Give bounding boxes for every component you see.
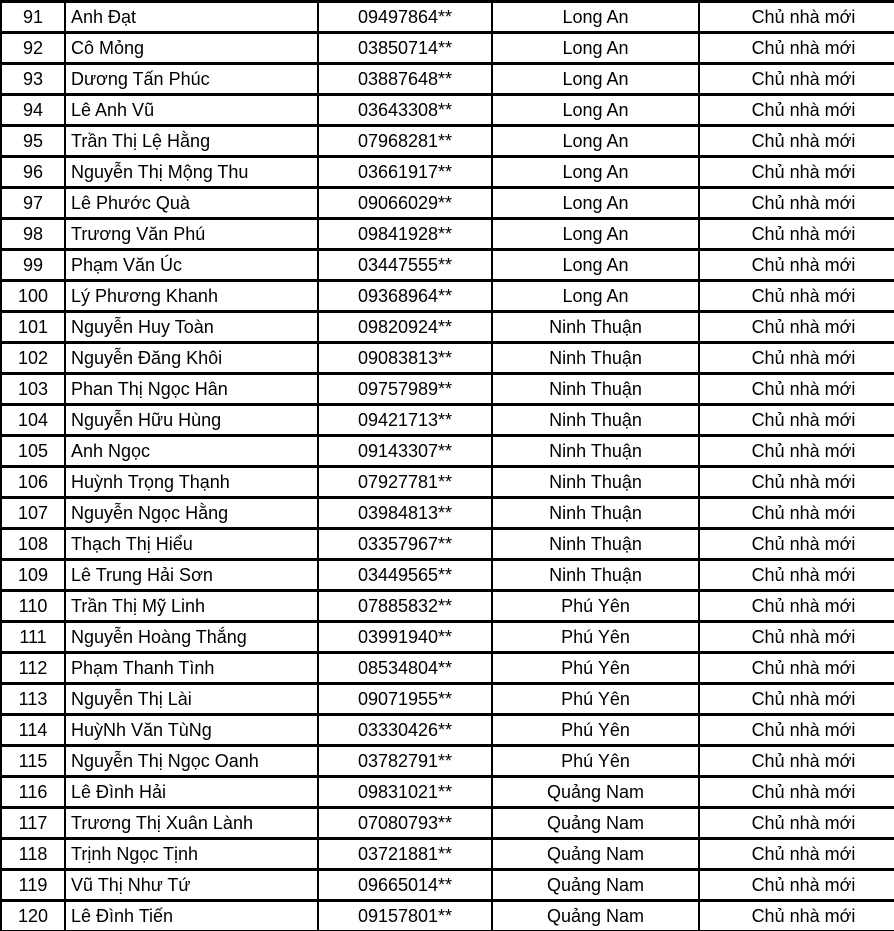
name-cell[interactable]: Anh Đạt (65, 2, 318, 33)
status-cell[interactable]: Chủ nhà mới (699, 777, 894, 808)
row-number-cell[interactable]: 97 (1, 188, 65, 219)
status-cell[interactable]: Chủ nhà mới (699, 95, 894, 126)
table-row (1, 219, 894, 250)
phone-cell[interactable]: 09368964** (318, 281, 492, 312)
name-cell[interactable]: Nguyễn Thị Mộng Thu (65, 157, 318, 188)
row-number-cell[interactable]: 101 (1, 312, 65, 343)
province-cell[interactable]: Phú Yên (492, 715, 699, 746)
phone-cell[interactable]: 03991940** (318, 622, 492, 653)
name-cell[interactable]: Trần Thị Mỹ Linh (65, 591, 318, 622)
table-row (1, 405, 894, 436)
table-row (1, 622, 894, 653)
table-row (1, 126, 894, 157)
row-number-cell[interactable]: 103 (1, 374, 65, 405)
phone-cell[interactable]: 07968281** (318, 126, 492, 157)
status-cell[interactable]: Chủ nhà mới (699, 312, 894, 343)
phone-cell[interactable]: 07080793** (318, 808, 492, 839)
status-cell[interactable]: Chủ nhà mới (699, 343, 894, 374)
province-cell[interactable]: Ninh Thuận (492, 405, 699, 436)
table-row (1, 2, 894, 33)
status-cell[interactable]: Chủ nhà mới (699, 684, 894, 715)
phone-cell[interactable]: 09157801** (318, 901, 492, 931)
table-row (1, 436, 894, 467)
row-number-cell[interactable]: 111 (1, 622, 65, 653)
status-cell[interactable]: Chủ nhà mới (699, 529, 894, 560)
phone-cell[interactable]: 03661917** (318, 157, 492, 188)
phone-cell[interactable]: 03330426** (318, 715, 492, 746)
status-cell[interactable]: Chủ nhà mới (699, 715, 894, 746)
table-row (1, 467, 894, 498)
name-cell[interactable]: HuỳNh Văn TùNg (65, 715, 318, 746)
name-cell[interactable]: Huỳnh Trọng Thạnh (65, 467, 318, 498)
status-cell[interactable]: Chủ nhà mới (699, 64, 894, 95)
row-number-cell[interactable]: 116 (1, 777, 65, 808)
name-cell[interactable]: Nguyễn Thị Lài (65, 684, 318, 715)
row-number-cell[interactable]: 114 (1, 715, 65, 746)
row-number-cell[interactable]: 110 (1, 591, 65, 622)
name-cell[interactable]: Trịnh Ngọc Tịnh (65, 839, 318, 870)
table-row (1, 157, 894, 188)
row-number-cell[interactable]: 99 (1, 250, 65, 281)
province-cell[interactable]: Long An (492, 64, 699, 95)
name-cell[interactable]: Lê Trung Hải Sơn (65, 560, 318, 591)
row-number-cell[interactable]: 107 (1, 498, 65, 529)
province-cell[interactable]: Phú Yên (492, 653, 699, 684)
status-cell[interactable]: Chủ nhà mới (699, 219, 894, 250)
status-cell[interactable]: Chủ nhà mới (699, 405, 894, 436)
phone-cell[interactable]: 09421713** (318, 405, 492, 436)
name-cell[interactable]: Vũ Thị Như Tứ (65, 870, 318, 901)
name-cell[interactable]: Phạm Thanh Tình (65, 653, 318, 684)
phone-cell[interactable]: 09066029** (318, 188, 492, 219)
phone-cell[interactable]: 03887648** (318, 64, 492, 95)
phone-cell[interactable]: 03984813** (318, 498, 492, 529)
province-cell[interactable]: Quảng Nam (492, 808, 699, 839)
phone-cell[interactable]: 09831021** (318, 777, 492, 808)
phone-cell[interactable]: 03850714** (318, 33, 492, 64)
phone-cell[interactable]: 03643308** (318, 95, 492, 126)
province-cell[interactable]: Ninh Thuận (492, 529, 699, 560)
phone-cell[interactable]: 07927781** (318, 467, 492, 498)
row-number-cell[interactable]: 105 (1, 436, 65, 467)
row-number-cell[interactable]: 113 (1, 684, 65, 715)
table-row (1, 374, 894, 405)
phone-cell[interactable]: 09071955** (318, 684, 492, 715)
status-cell[interactable]: Chủ nhà mới (699, 746, 894, 777)
table-row (1, 684, 894, 715)
row-number-cell[interactable]: 92 (1, 33, 65, 64)
contact-table-body (1, 2, 894, 931)
province-cell[interactable]: Phú Yên (492, 622, 699, 653)
name-cell[interactable]: Nguyễn Ngọc Hằng (65, 498, 318, 529)
status-cell[interactable]: Chủ nhà mới (699, 591, 894, 622)
status-cell[interactable]: Chủ nhà mới (699, 157, 894, 188)
status-cell[interactable]: Chủ nhà mới (699, 622, 894, 653)
phone-cell[interactable]: 09841928** (318, 219, 492, 250)
name-cell[interactable]: Anh Ngọc (65, 436, 318, 467)
status-cell[interactable]: Chủ nhà mới (699, 188, 894, 219)
status-cell[interactable]: Chủ nhà mới (699, 560, 894, 591)
status-cell[interactable]: Chủ nhà mới (699, 839, 894, 870)
phone-cell[interactable]: 03447555** (318, 250, 492, 281)
province-cell[interactable]: Quảng Nam (492, 870, 699, 901)
table-row (1, 808, 894, 839)
name-cell[interactable]: Trần Thị Lệ Hằng (65, 126, 318, 157)
province-cell[interactable]: Ninh Thuận (492, 374, 699, 405)
phone-cell[interactable]: 09143307** (318, 436, 492, 467)
phone-cell[interactable]: 09083813** (318, 343, 492, 374)
phone-cell[interactable]: 08534804** (318, 653, 492, 684)
province-cell[interactable]: Phú Yên (492, 684, 699, 715)
status-cell[interactable]: Chủ nhà mới (699, 870, 894, 901)
table-row (1, 281, 894, 312)
province-cell[interactable]: Long An (492, 281, 699, 312)
province-cell[interactable]: Long An (492, 33, 699, 64)
table-row (1, 250, 894, 281)
province-cell[interactable]: Ninh Thuận (492, 560, 699, 591)
name-cell[interactable]: Lý Phương Khanh (65, 281, 318, 312)
province-cell[interactable]: Ninh Thuận (492, 498, 699, 529)
table-row (1, 901, 894, 931)
table-row (1, 777, 894, 808)
row-number-cell[interactable]: 120 (1, 901, 65, 931)
status-cell[interactable]: Chủ nhà mới (699, 250, 894, 281)
status-cell[interactable]: Chủ nhà mới (699, 281, 894, 312)
row-number-cell[interactable]: 91 (1, 2, 65, 33)
row-number-cell[interactable]: 109 (1, 560, 65, 591)
table-row (1, 560, 894, 591)
row-number-cell[interactable]: 104 (1, 405, 65, 436)
phone-cell[interactable]: 09820924** (318, 312, 492, 343)
status-cell[interactable]: Chủ nhà mới (699, 653, 894, 684)
table-row (1, 312, 894, 343)
province-cell[interactable]: Phú Yên (492, 591, 699, 622)
province-cell[interactable]: Quảng Nam (492, 777, 699, 808)
phone-cell[interactable]: 03357967** (318, 529, 492, 560)
table-row (1, 64, 894, 95)
row-number-cell[interactable]: 119 (1, 870, 65, 901)
row-number-cell[interactable]: 94 (1, 95, 65, 126)
province-cell[interactable]: Ninh Thuận (492, 467, 699, 498)
name-cell[interactable]: Phan Thị Ngọc Hân (65, 374, 318, 405)
status-cell[interactable]: Chủ nhà mới (699, 467, 894, 498)
name-cell[interactable]: Thạch Thị Hiểu (65, 529, 318, 560)
status-cell[interactable]: Chủ nhà mới (699, 498, 894, 529)
name-cell[interactable]: Nguyễn Huy Toàn (65, 312, 318, 343)
row-number-cell[interactable]: 95 (1, 126, 65, 157)
status-cell[interactable]: Chủ nhà mới (699, 2, 894, 33)
name-cell[interactable]: Nguyễn Đăng Khôi (65, 343, 318, 374)
row-number-cell[interactable]: 96 (1, 157, 65, 188)
name-cell[interactable]: Lê Đình Tiến (65, 901, 318, 931)
row-number-cell[interactable]: 100 (1, 281, 65, 312)
row-number-cell[interactable]: 102 (1, 343, 65, 374)
row-number-cell[interactable]: 115 (1, 746, 65, 777)
province-cell[interactable]: Long An (492, 126, 699, 157)
name-cell[interactable]: Lê Đình Hải (65, 777, 318, 808)
table-row (1, 653, 894, 684)
status-cell[interactable]: Chủ nhà mới (699, 374, 894, 405)
row-number-cell[interactable]: 98 (1, 219, 65, 250)
table-row (1, 343, 894, 374)
name-cell[interactable]: Phạm Văn Úc (65, 250, 318, 281)
table-row (1, 839, 894, 870)
name-cell[interactable]: Trương Thị Xuân Lành (65, 808, 318, 839)
status-cell[interactable]: Chủ nhà mới (699, 436, 894, 467)
phone-cell[interactable]: 09757989** (318, 374, 492, 405)
name-cell[interactable]: Nguyễn Hữu Hùng (65, 405, 318, 436)
phone-cell[interactable]: 03721881** (318, 839, 492, 870)
row-number-cell[interactable]: 112 (1, 653, 65, 684)
table-row (1, 188, 894, 219)
phone-cell[interactable]: 09497864** (318, 2, 492, 33)
table-row (1, 746, 894, 777)
province-cell[interactable]: Ninh Thuận (492, 312, 699, 343)
status-cell[interactable]: Chủ nhà mới (699, 33, 894, 64)
row-number-cell[interactable]: 108 (1, 529, 65, 560)
province-cell[interactable]: Phú Yên (492, 746, 699, 777)
table-row (1, 870, 894, 901)
phone-cell[interactable]: 09665014** (318, 870, 492, 901)
name-cell[interactable]: Nguyễn Hoàng Thắng (65, 622, 318, 653)
phone-cell[interactable]: 03449565** (318, 560, 492, 591)
row-number-cell[interactable]: 118 (1, 839, 65, 870)
row-number-cell[interactable]: 93 (1, 64, 65, 95)
row-number-cell[interactable]: 117 (1, 808, 65, 839)
table-row (1, 715, 894, 746)
table-row (1, 95, 894, 126)
province-cell[interactable]: Ninh Thuận (492, 343, 699, 374)
table-row (1, 498, 894, 529)
name-cell[interactable]: Lê Anh Vũ (65, 95, 318, 126)
name-cell[interactable]: Cô Mỏng (65, 33, 318, 64)
name-cell[interactable]: Nguyễn Thị Ngọc Oanh (65, 746, 318, 777)
province-cell[interactable]: Ninh Thuận (492, 436, 699, 467)
province-cell[interactable]: Long An (492, 2, 699, 33)
province-cell[interactable]: Quảng Nam (492, 839, 699, 870)
province-cell[interactable]: Long An (492, 219, 699, 250)
status-cell[interactable]: Chủ nhà mới (699, 901, 894, 931)
province-cell[interactable]: Long An (492, 188, 699, 219)
table-row (1, 529, 894, 560)
status-cell[interactable]: Chủ nhà mới (699, 808, 894, 839)
province-cell[interactable]: Long An (492, 157, 699, 188)
status-cell[interactable]: Chủ nhà mới (699, 126, 894, 157)
province-cell[interactable]: Long An (492, 250, 699, 281)
row-number-cell[interactable]: 106 (1, 467, 65, 498)
phone-cell[interactable]: 07885832** (318, 591, 492, 622)
phone-cell[interactable]: 03782791** (318, 746, 492, 777)
table-row (1, 591, 894, 622)
name-cell[interactable]: Trương Văn Phú (65, 219, 318, 250)
province-cell[interactable]: Quảng Nam (492, 901, 699, 931)
table-row (1, 33, 894, 64)
name-cell[interactable]: Lê Phước Quà (65, 188, 318, 219)
province-cell[interactable]: Long An (492, 95, 699, 126)
name-cell[interactable]: Dương Tấn Phúc (65, 64, 318, 95)
